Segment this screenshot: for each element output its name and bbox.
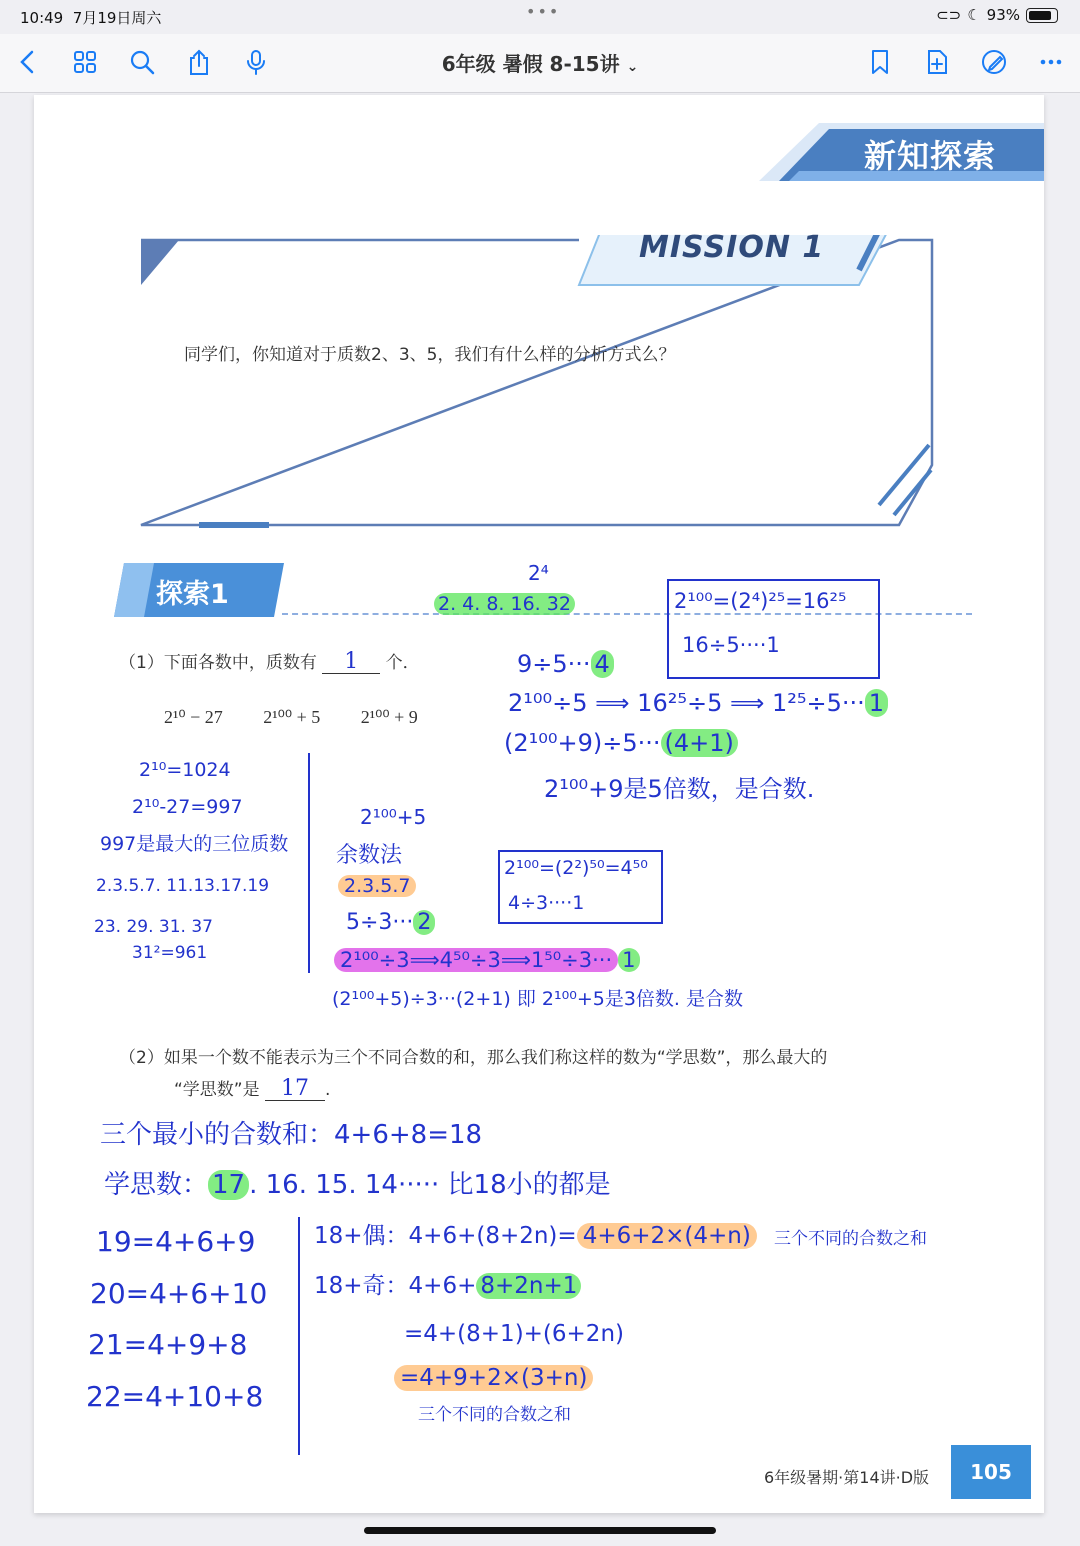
intro-question: 同学们，你知道对于质数2、3、5，我们有什么样的分析方式么？ — [184, 345, 676, 365]
grid-icon[interactable] — [67, 44, 103, 80]
bookmark-icon[interactable] — [862, 44, 898, 80]
hand-box1-line2: 16÷5····1 — [682, 633, 780, 657]
hand-divider-1 — [308, 753, 310, 973]
mission-frame — [139, 235, 934, 530]
hand-left-3: 997是最大的三位质数 — [100, 833, 289, 855]
hand-9-div-5: 9÷5··· 4 — [517, 650, 614, 679]
hand-2-pow-4: 2⁴ — [528, 561, 549, 585]
hand-22: 22=4+10+8 — [86, 1380, 264, 1413]
expr-1: 2¹⁰ − 27 — [164, 707, 223, 727]
hand-left-2: 2¹⁰-27=997 — [132, 796, 243, 818]
link-icon: ⊂⊃ — [936, 6, 962, 24]
section-ribbon-title: 新知探索 — [864, 137, 997, 175]
question-2-line2: “学思数”是 17 . — [174, 1076, 331, 1101]
q2-answer-blank: 17 — [265, 1078, 325, 1101]
hand-odd-line3: =4+9+2×(3+n) — [394, 1365, 593, 1393]
hand-odd-case: 18+奇：4+6+ 8+2n+1 — [314, 1273, 581, 1301]
status-right — [936, 6, 1058, 24]
hand-left-5: 23. 29. 31. 37 — [94, 917, 213, 937]
page-number: 105 — [951, 1445, 1031, 1499]
hand-powers-list: 2. 4. 8. 16. 32 — [434, 593, 575, 616]
question-2-line1: （2）如果一个数不能表示为三个不同合数的和，那么我们称这样的数为“学思数”，那么最大的 — [119, 1048, 828, 1068]
hand-min-composites: 三个最小的合数和：4+6+8=18 — [100, 1120, 483, 1150]
more-icon[interactable] — [1033, 44, 1069, 80]
hand-sum9-mod5: (2¹⁰⁰+9)÷5··· (4+1) — [504, 729, 738, 758]
hand-conclusion-1: 2¹⁰⁰+9是5倍数，是合数. — [544, 775, 815, 803]
hand-19: 19=4+6+9 — [96, 1225, 256, 1258]
hand-even-case: 18+偶：4+6+(8+2n)= 4+6+2×(4+n) — [314, 1223, 757, 1251]
search-icon[interactable] — [124, 44, 160, 80]
hand-left-1: 2¹⁰=1024 — [139, 759, 231, 781]
hand-divider-2 — [298, 1217, 300, 1455]
hand-left-4: 2.3.5.7. 11.13.17.19 — [96, 876, 270, 896]
share-icon[interactable] — [181, 44, 217, 80]
hand-box1-line1: 2¹⁰⁰=(2⁴)²⁵=16²⁵ — [674, 589, 847, 613]
title-chevron-icon: ⌄ — [626, 59, 639, 75]
markup-pen-icon[interactable] — [976, 44, 1012, 80]
hand-odd-note: 三个不同的合数之和 — [418, 1405, 571, 1425]
battery-icon — [1026, 8, 1058, 23]
hand-odd-line2: =4+(8+1)+(6+2n) — [404, 1321, 624, 1347]
hand-box2-line2: 4÷3····1 — [508, 892, 585, 914]
page-footer: 6年级暑期·第14讲·D版 — [764, 1468, 930, 1487]
expr-3: 2¹⁰⁰ + 9 — [360, 707, 418, 727]
multitask-dots-icon[interactable]: ••• — [526, 2, 561, 21]
question-1: （1）下面各数中，质数有 1 个． — [119, 649, 420, 674]
q1-expressions — [164, 707, 454, 728]
explore-tag: 探索1 — [156, 579, 229, 610]
document-title[interactable]: 6年级 暑假 8-15讲 ⌄ — [441, 52, 639, 76]
expr-2: 2¹⁰⁰ + 5 — [263, 707, 321, 727]
document-page — [34, 95, 1044, 1513]
hand-chain-mod3: 2¹⁰⁰÷3⟹4⁵⁰÷3⟹1⁵⁰÷3··· 1 — [334, 948, 640, 973]
hand-xuesi-list: 学思数： 17 . 16. 15. 14····· 比18小的都是 — [104, 1170, 611, 1200]
hand-mid-1: 2¹⁰⁰+5 — [360, 805, 427, 829]
hand-mid-3: 2.3.5.7 — [338, 875, 416, 898]
hand-mid-2: 余数法 — [336, 843, 403, 868]
mission-title: MISSION 1 — [639, 230, 825, 265]
hand-21: 21=4+9+8 — [88, 1328, 248, 1361]
moon-icon: ☾ — [967, 6, 981, 24]
battery-percent: 93% — [986, 6, 1020, 24]
status-bar — [0, 0, 1080, 34]
add-page-icon[interactable] — [919, 44, 955, 80]
q1-answer-blank: 1 — [322, 651, 380, 674]
hand-left-6: 31²=961 — [132, 943, 208, 963]
hand-even-note: 三个不同的合数之和 — [774, 1229, 927, 1249]
back-icon[interactable] — [10, 44, 46, 80]
hand-chain-mod5: 2¹⁰⁰÷5 ⟹ 16²⁵÷5 ⟹ 1²⁵÷5··· 1 — [508, 689, 888, 718]
reader-toolbar — [0, 34, 1080, 93]
status-time: 10:49 7月19日周六 — [20, 9, 162, 27]
hand-mid-4: 5÷3··· 2 — [346, 910, 435, 936]
hand-20: 20=4+6+10 — [90, 1277, 268, 1310]
hand-box2-line1: 2¹⁰⁰=(2²)⁵⁰=4⁵⁰ — [504, 857, 648, 879]
microphone-icon[interactable] — [238, 44, 274, 80]
hand-conclusion-2: (2¹⁰⁰+5)÷3···(2+1) 即 2¹⁰⁰+5是3倍数. 是合数 — [332, 988, 744, 1010]
home-indicator[interactable] — [364, 1527, 716, 1534]
